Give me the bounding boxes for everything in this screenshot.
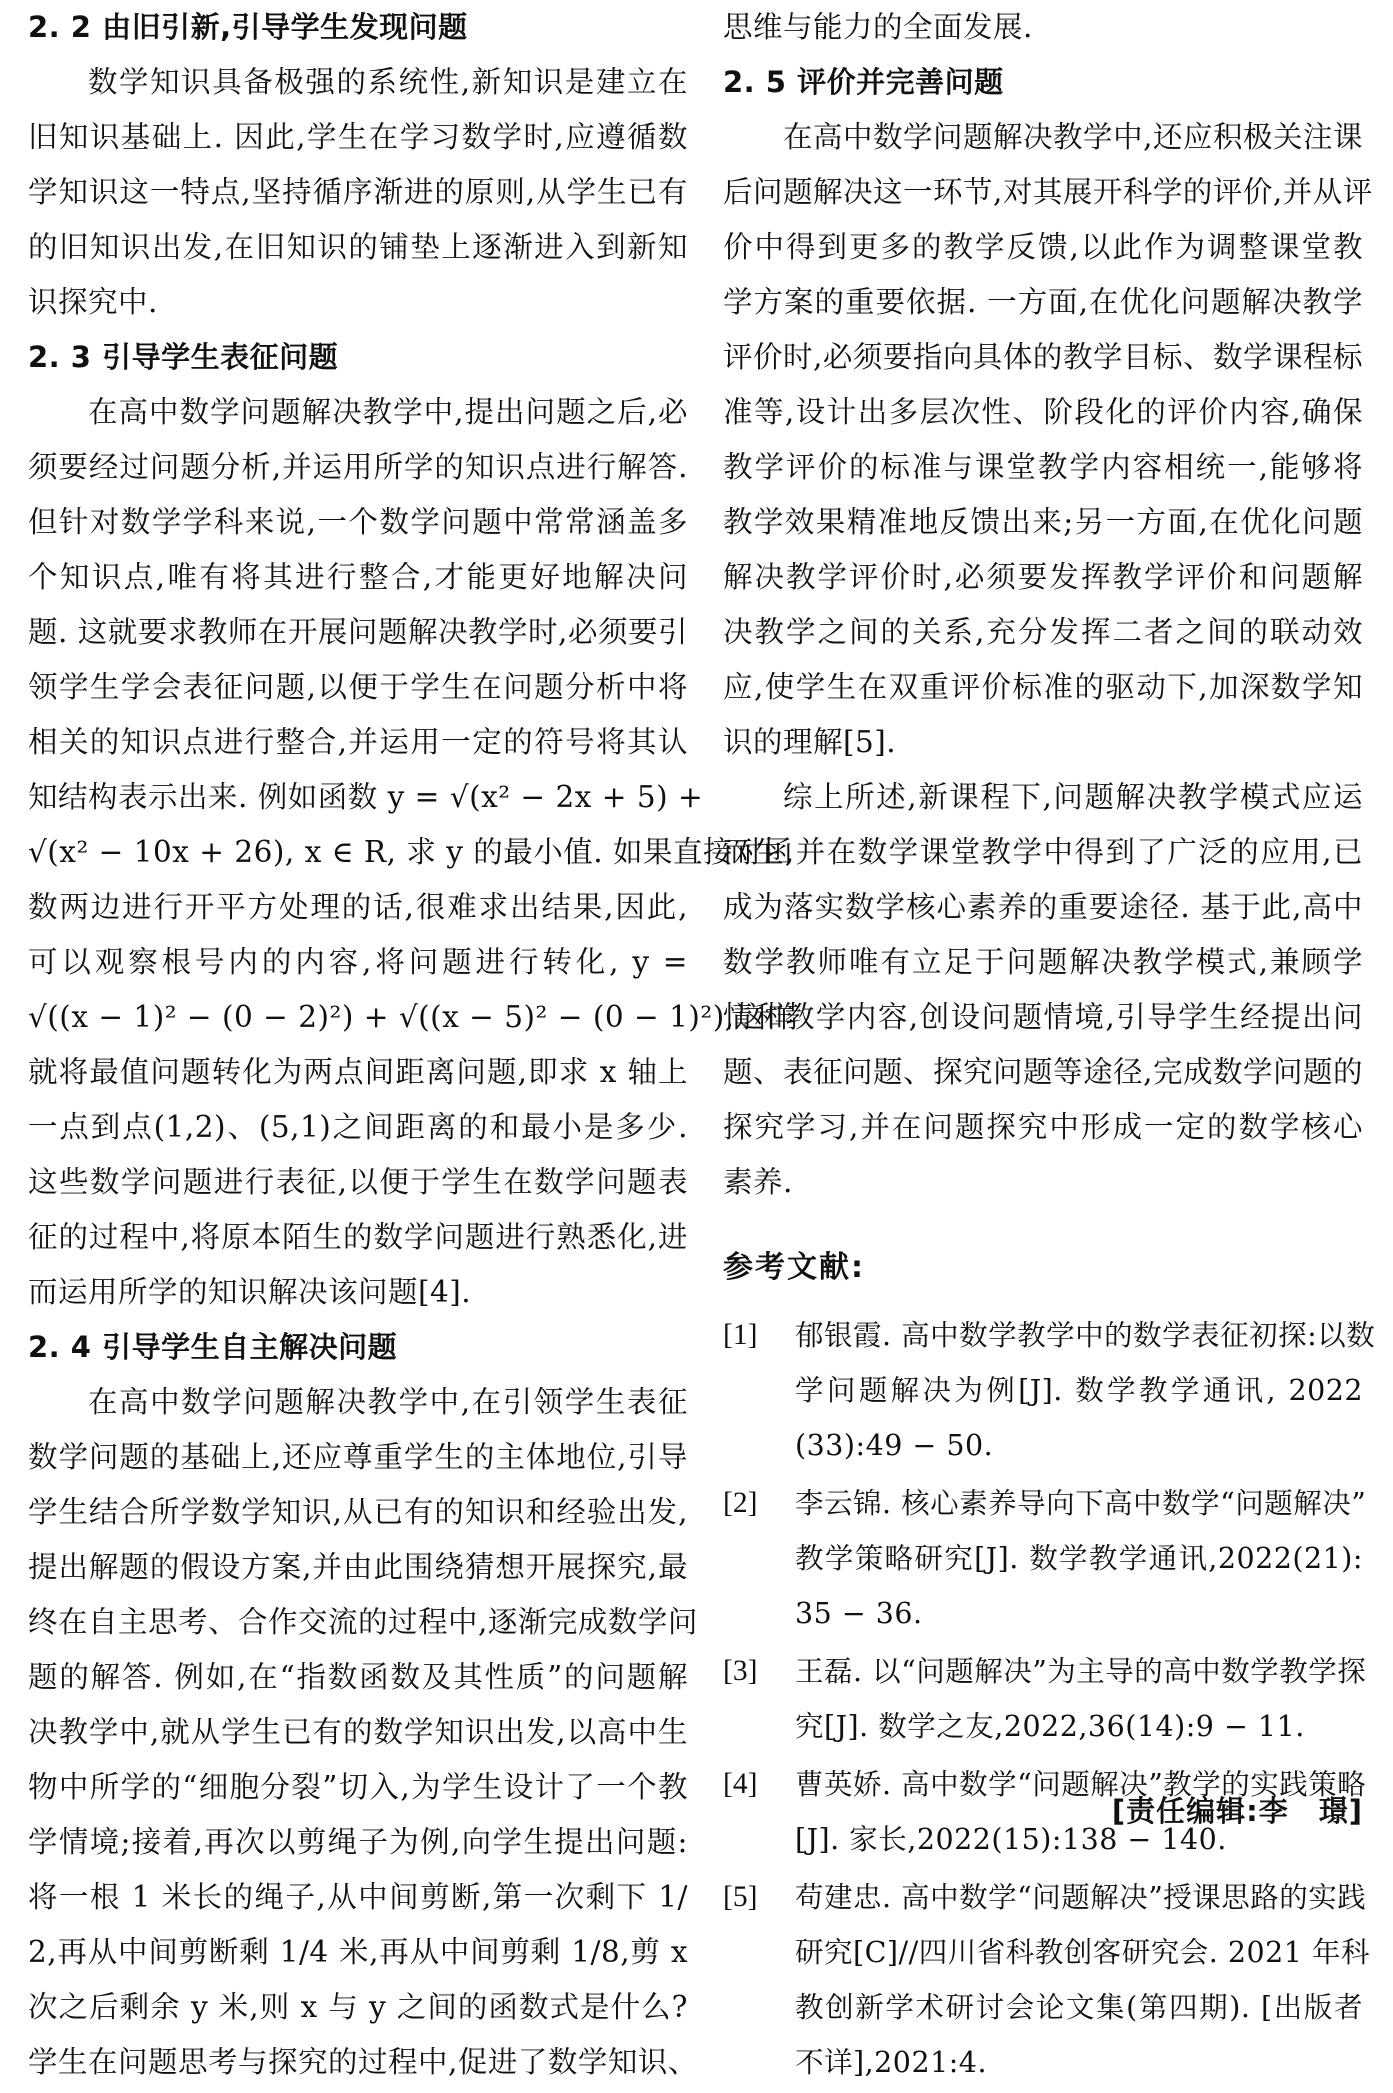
text-line: 题. 这就要求教师在开展问题解决教学时,必须要引 <box>28 615 688 649</box>
text-line: 在高中数学问题解决教学中,还应积极关注课 <box>783 120 1363 154</box>
text-line: 征的过程中,将原本陌生的数学问题进行熟悉化,进 <box>28 1220 688 1254</box>
text-line: 学知识这一特点,坚持循序渐进的原则,从学生已有 <box>28 175 688 209</box>
right-column <box>723 0 1376 2093</box>
text-line: 素养. <box>723 1165 793 1199</box>
reference-number: [4] <box>723 1768 758 1800</box>
reference-line: 研究[C]//四川省科教创客研究会. 2021 年科 <box>795 1936 1370 1969</box>
text-line: 但针对数学学科来说,一个数学问题中常常涵盖多 <box>28 505 688 539</box>
text-line: 情和教学内容,创设问题情境,引导学生经提出问 <box>723 1000 1363 1034</box>
text-line: 而生,并在数学课堂教学中得到了广泛的应用,已 <box>723 835 1363 869</box>
reference-line: 不详],2021:4. <box>795 2046 988 2079</box>
text-line: 的旧知识出发,在旧知识的铺垫上逐渐进入到新知 <box>28 230 688 264</box>
text-line: 决教学中,就从学生已有的数学知识出发,以高中生 <box>28 1715 688 1749</box>
section-heading: 2. 5 评价并完善问题 <box>723 65 1004 99</box>
text-line: 解决教学评价时,必须要发挥教学评价和问题解 <box>723 560 1363 594</box>
text-line: 相关的知识点进行整合,并运用一定的符号将其认 <box>28 725 688 759</box>
text-line: 而运用所学的知识解决该问题[4]. <box>28 1275 472 1309</box>
text-line: 2,再从中间剪断剩 1/4 米,再从中间剪剩 1/8,剪 x <box>28 1935 688 1969</box>
text-line: 学生结合所学数学知识,从已有的知识和经验出发, <box>28 1495 688 1529</box>
responsible-editor-note: [责任编辑:李 璟] <box>1111 1794 1363 1828</box>
text-line: 物中所学的“细胞分裂”切入,为学生设计了一个教 <box>28 1770 688 1804</box>
text-line: 题、表征问题、探究问题等途径,完成数学问题的 <box>723 1055 1363 1089</box>
text-line: 应,使学生在双重评价标准的驱动下,加深数学知 <box>723 670 1363 704</box>
text-line: 可以观察根号内的内容,将问题进行转化, y = <box>28 945 688 979</box>
reference-number: [1] <box>723 1319 758 1351</box>
text-line: 个知识点,唯有将其进行整合,才能更好地解决问 <box>28 560 688 594</box>
text-line: 学方案的重要依据. 一方面,在优化问题解决教学 <box>723 285 1363 319</box>
reference-number: [2] <box>723 1487 758 1519</box>
text-line: 学生在问题思考与探究的过程中,促进了数学知识、 <box>28 2045 698 2079</box>
reference-line: 苟建忠. 高中数学“问题解决”授课思路的实践 <box>795 1881 1367 1914</box>
text-line: 准等,设计出多层次性、阶段化的评价内容,确保 <box>723 395 1363 429</box>
references-heading: 参考文献: <box>723 1250 865 1285</box>
reference-line: 教创新学术研讨会论文集(第四期). [出版者 <box>795 1991 1363 2024</box>
text-line: 次之后剩余 y 米,则 x 与 y 之间的函数式是什么? <box>28 1990 688 2024</box>
text-line: 思维与能力的全面发展. <box>723 10 1033 44</box>
section-heading: 2. 3 引导学生表征问题 <box>28 340 339 374</box>
text-line: 数学问题的基础上,还应尊重学生的主体地位,引导 <box>28 1440 688 1474</box>
text-line: 教学评价的标准与课堂教学内容相统一,能够将 <box>723 450 1363 484</box>
section-heading: 2. 4 引导学生自主解决问题 <box>28 1330 398 1364</box>
text-line: 教学效果精准地反馈出来;另一方面,在优化问题 <box>723 505 1363 539</box>
reference-item <box>723 1644 1367 1754</box>
text-line: 学情境;接着,再次以剪绳子为例,向学生提出问题: <box>28 1825 688 1859</box>
text-line: 提出解题的假设方案,并由此围绕猜想开展探究,最 <box>28 1550 688 1584</box>
text-line: 在高中数学问题解决教学中,在引领学生表征 <box>88 1385 688 1419</box>
reference-line: 教学策略研究[J]. 数学教学通讯,2022(21): <box>795 1542 1363 1575</box>
text-line: 探究学习,并在问题探究中形成一定的数学核心 <box>723 1110 1363 1144</box>
text-line: 知结构表示出来. 例如函数 y = √(x² − 2x + 5) + <box>28 780 704 814</box>
section-heading: 2. 2 由旧引新,引导学生发现问题 <box>28 10 468 44</box>
reference-line: 王磊. 以“问题解决”为主导的高中数学教学探 <box>795 1655 1367 1688</box>
reference-item <box>723 1476 1367 1641</box>
reference-line: [J]. 家长,2022(15):138 − 140. <box>795 1823 1227 1856</box>
text-line: 在高中数学问题解决教学中,提出问题之后,必 <box>88 395 688 429</box>
reference-line: (33):49 − 50. <box>795 1429 994 1462</box>
text-line: 就将最值问题转化为两点间距离问题,即求 x 轴上 <box>28 1055 688 1089</box>
reference-line: 曹英娇. 高中数学“问题解决”教学的实践策略 <box>795 1768 1367 1801</box>
reference-line: 郁银霞. 高中数学教学中的数学表征初探:以数 <box>795 1319 1376 1352</box>
reference-item <box>723 1308 1376 1473</box>
text-line: 终在自主思考、合作交流的过程中,逐渐完成数学问 <box>28 1605 698 1639</box>
reference-number: [3] <box>723 1655 758 1687</box>
text-line: 题的解答. 例如,在“指数函数及其性质”的问题解 <box>28 1660 688 1694</box>
text-line: 数学知识具备极强的系统性,新知识是建立在 <box>88 65 688 99</box>
reference-line: 李云锦. 核心素养导向下高中数学“问题解决” <box>795 1487 1367 1520</box>
text-line: 将一根 1 米长的绳子,从中间剪断,第一次剩下 1/ <box>28 1880 688 1914</box>
reference-line: 学问题解决为例[J]. 数学教学通讯, 2022 <box>795 1374 1363 1407</box>
text-line: 须要经过问题分析,并运用所学的知识点进行解答. <box>28 450 688 484</box>
text-line: 领学生学会表征问题,以便于学生在问题分析中将 <box>28 670 688 704</box>
text-line: 识的理解[5]. <box>723 725 897 759</box>
reference-line: 35 − 36. <box>795 1597 923 1630</box>
text-line: 这些数学问题进行表征,以便于学生在数学问题表 <box>28 1165 688 1199</box>
text-line: √((x − 1)² − (0 − 2)²) + √((x − 5)² − (0 − 1)²),这样 <box>28 1000 795 1034</box>
text-line: 一点到点(1,2)、(5,1)之间距离的和最小是多少. <box>28 1110 688 1144</box>
text-line: 数学教师唯有立足于问题解决教学模式,兼顾学 <box>723 945 1363 979</box>
reference-list <box>723 1308 1376 2090</box>
reference-number: [5] <box>723 1881 758 1913</box>
text-line: 数两边进行开平方处理的话,很难求出结果,因此, <box>28 890 688 924</box>
reference-line: 究[J]. 数学之友,2022,36(14):9 − 11. <box>795 1710 1305 1743</box>
text-line: 综上所述,新课程下,问题解决教学模式应运 <box>783 780 1363 814</box>
text-line: 旧知识基础上. 因此,学生在学习数学时,应遵循数 <box>28 120 688 154</box>
text-line: 评价时,必须要指向具体的教学目标、数学课程标 <box>723 340 1363 374</box>
text-line: √(x² − 10x + 26), x ∈ R, 求 y 的最小值. 如果直接对函 <box>28 835 794 869</box>
text-line: 成为落实数学核心素养的重要途径. 基于此,高中 <box>723 890 1363 924</box>
right-column-body <box>723 0 1373 1210</box>
text-line: 决教学之间的关系,充分发挥二者之间的联动效 <box>723 615 1363 649</box>
text-line: 后问题解决这一环节,对其展开科学的评价,并从评 <box>723 175 1373 209</box>
text-line: 价中得到更多的教学反馈,以此作为调整课堂教 <box>723 230 1363 264</box>
reference-item <box>723 1870 1370 2090</box>
text-line: 识探究中. <box>28 285 158 319</box>
